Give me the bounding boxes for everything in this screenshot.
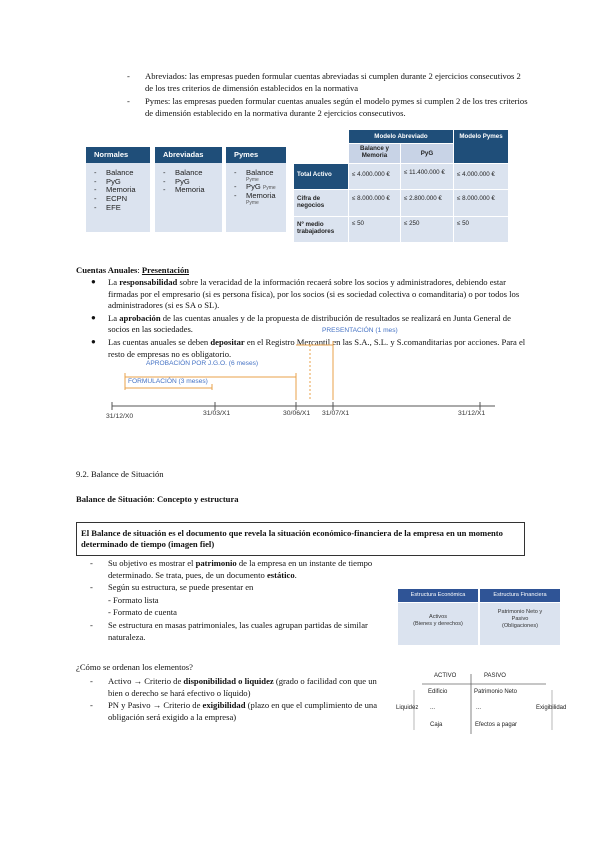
- list-item: - Balance: [94, 169, 150, 178]
- row-label: Cifra de negocios: [294, 190, 348, 216]
- timeline-formulacion-label: FORMULACIÓN (3 meses): [128, 378, 208, 385]
- estructura-table: [398, 589, 560, 645]
- pymes-title: Pymes: [226, 147, 286, 163]
- col-pyg: PyG: [401, 144, 453, 163]
- list-item: - Memoria: [234, 192, 286, 201]
- list-item: - Balance: [163, 169, 222, 178]
- ap-efectos: Efectos a pagar: [475, 722, 518, 728]
- list-item: ● La aprobación de las cuentas anuales y de la propuesta de distribución de resultados se realizará en Junta General de socios en las sociedades.: [91, 312, 511, 335]
- list-item: - Memoria: [163, 186, 222, 195]
- pyme-subscript: Pyme: [262, 185, 276, 192]
- list-item: - EFE: [94, 204, 150, 213]
- ap-activo-label: ACTIVO: [434, 673, 457, 679]
- ap-pasivo-label: PASIVO: [484, 673, 506, 679]
- list-item: - Balance: [234, 169, 286, 178]
- list-item: - PN y Pasivo → Criterio de exigibilidad (plazo en que el cumplimiento de una obligación será exigido a la empresa): [90, 700, 378, 722]
- orden-question: ¿Cómo se ordenan los elementos?: [76, 662, 193, 672]
- activo-pasivo-diagram: [396, 668, 570, 738]
- estructura-financiera-header: Estructura Financiera: [480, 589, 560, 602]
- ap-liquidez: Liquidez: [396, 705, 419, 711]
- timeline-date: 31/12/X1: [458, 410, 486, 417]
- ap-patrimonio-neto: Patrimonio Neto: [474, 689, 518, 695]
- row-label: Nº medio trabajadores: [294, 217, 348, 242]
- ap-edificio: Edificio: [428, 689, 448, 695]
- table-cell: ≤ 4.000.000 €: [454, 164, 508, 189]
- balance-list: [90, 558, 386, 644]
- table-cell: ≤ 250: [401, 217, 453, 242]
- timeline-date: 31/07/X1: [322, 410, 350, 417]
- list-item: - PyG: [163, 178, 222, 187]
- col-balance: Balance y Memoria: [349, 144, 400, 163]
- orden-list: [90, 676, 383, 724]
- abreviadas-title: Abreviadas: [155, 147, 222, 163]
- top-list: [127, 71, 530, 121]
- timeline-aprobacion-label: APROBACIÓN POR J.G.O. (6 meses): [146, 360, 259, 367]
- criteria-table: [294, 130, 508, 242]
- header-abreviado: Modelo Abreviado: [349, 130, 453, 143]
- timeline-date: 30/06/X1: [283, 410, 311, 417]
- list-item: - Se estructura en masas patrimoniales, las cuales agrupan partidas de similar naturaleza.: [90, 619, 368, 642]
- list-item: ● La responsabilidad sobre la veracidad de la información recaerá sobre los socios y administradores, debiendo estar firmadas por el empresario (si es persona física), por los socios (si es sociedad colectiva o comanditaria) o por todos los administradores (si es SA o SL).: [91, 277, 520, 311]
- pyme-subscript: Pyme: [246, 199, 259, 206]
- estructura-economica-header: Estructura Económica: [398, 589, 478, 602]
- timeline-presentacion-label: PRESENTACIÓN (1 mes): [322, 327, 398, 334]
- header-pymes: Modelo Pymes: [454, 130, 508, 163]
- list-item: - Según su estructura, se puede presentar en: [90, 582, 254, 593]
- ap-exigibilidad: Exigibilidad: [536, 705, 567, 711]
- formato-lista: - Formato lista: [108, 594, 159, 605]
- list-item: ● Las cuentas anuales se deben depositar en el Registro Mercantil en las S.A., S.L. y S.comanditarias por acciones. Para el resto de empresas no es obligatorio.: [91, 336, 526, 359]
- abreviadas-box: [155, 147, 222, 232]
- table-cell: ≤ 2.800.000 €: [401, 190, 453, 216]
- pasivo-cell: Patrimonio Neto y Pasivo (Obligaciones): [480, 603, 560, 645]
- cuentas-anuales-heading: Cuentas Anuales: Presentación: [76, 265, 190, 275]
- table-cell: ≤ 4.000.000 €: [349, 164, 400, 189]
- ap-caja: Caja: [430, 722, 443, 728]
- table-cell: ≤ 8.000.000 €: [454, 190, 508, 216]
- section-title: 9.2. Balance de Situación: [76, 469, 164, 479]
- table-cell: ≤ 50: [454, 217, 508, 242]
- timeline-diagram: [100, 322, 510, 447]
- ap-dots: ...: [430, 705, 436, 711]
- activos-cell: Activos (Bienes y derechos): [398, 603, 478, 645]
- list-item: - Abreviados: las empresas pueden formular cuentas abreviadas si cumplen durante 2 ejercicios consecutivos 2 de los tres criterios de dimensión establecidos en la normativa: [127, 71, 521, 93]
- list-item: - Pymes: las empresas pueden formular cuentas anuales según el modelo pymes si cumplen 2 de los tres criterios de dimensión establecido en la normativa durante 2 ejercicios consecutivos.: [127, 96, 528, 118]
- table-cell: ≤ 8.000.000 €: [349, 190, 400, 216]
- list-item: - PyG Pyme: [234, 183, 286, 192]
- normales-box: [86, 147, 150, 232]
- list-item: - ECPN: [94, 195, 150, 204]
- list-item-text: Abreviados: las empresas pueden formular cuentas abreviadas si cumplen durante 2 ejercicios consecutivos 2 de los tres criterios de dimensión establecidos en la normativa: [145, 71, 521, 93]
- normales-title: Normales: [86, 147, 150, 163]
- list-item: - Activo → Criterio de disponibilidad o liquidez (grado o facilidad con que un bien o derecho se hará efectivo o líquido): [90, 676, 377, 698]
- row-label: Total Activo: [294, 164, 348, 189]
- list-item: - PyG: [94, 178, 150, 187]
- formato-cuenta: - Formato de cuenta: [108, 607, 177, 618]
- definition-box: El Balance de situación es el documento que revela la situación económico-financiera de la empresa en un momento determinado de tiempo (imagen fiel): [76, 522, 525, 556]
- list-item: - Memoria: [94, 186, 150, 195]
- list-item: - Su objetivo es mostrar el patrimonio de la empresa en un instante de tiempo determinado. Se trata, pues, de un documento estático.: [90, 558, 373, 580]
- pyme-subscript: Pyme: [246, 176, 259, 183]
- timeline-date: 31/03/X1: [203, 410, 231, 417]
- timeline-date: 31/12/X0: [106, 413, 134, 420]
- balance-heading: Balance de Situación: Concepto y estructura: [76, 494, 239, 504]
- ap-dots: ...: [476, 705, 482, 711]
- table-cell: ≤ 50: [349, 217, 400, 242]
- table-cell: ≤ 11.400.000 €: [401, 164, 453, 189]
- pymes-box: [226, 147, 286, 232]
- list-item-text: Pymes: las empresas pueden formular cuentas anuales según el modelo pymes si cumplen 2 de los tres criterios de dimensión establecido en la normativa durante 2 ejercicios consecutivos.: [145, 96, 528, 118]
